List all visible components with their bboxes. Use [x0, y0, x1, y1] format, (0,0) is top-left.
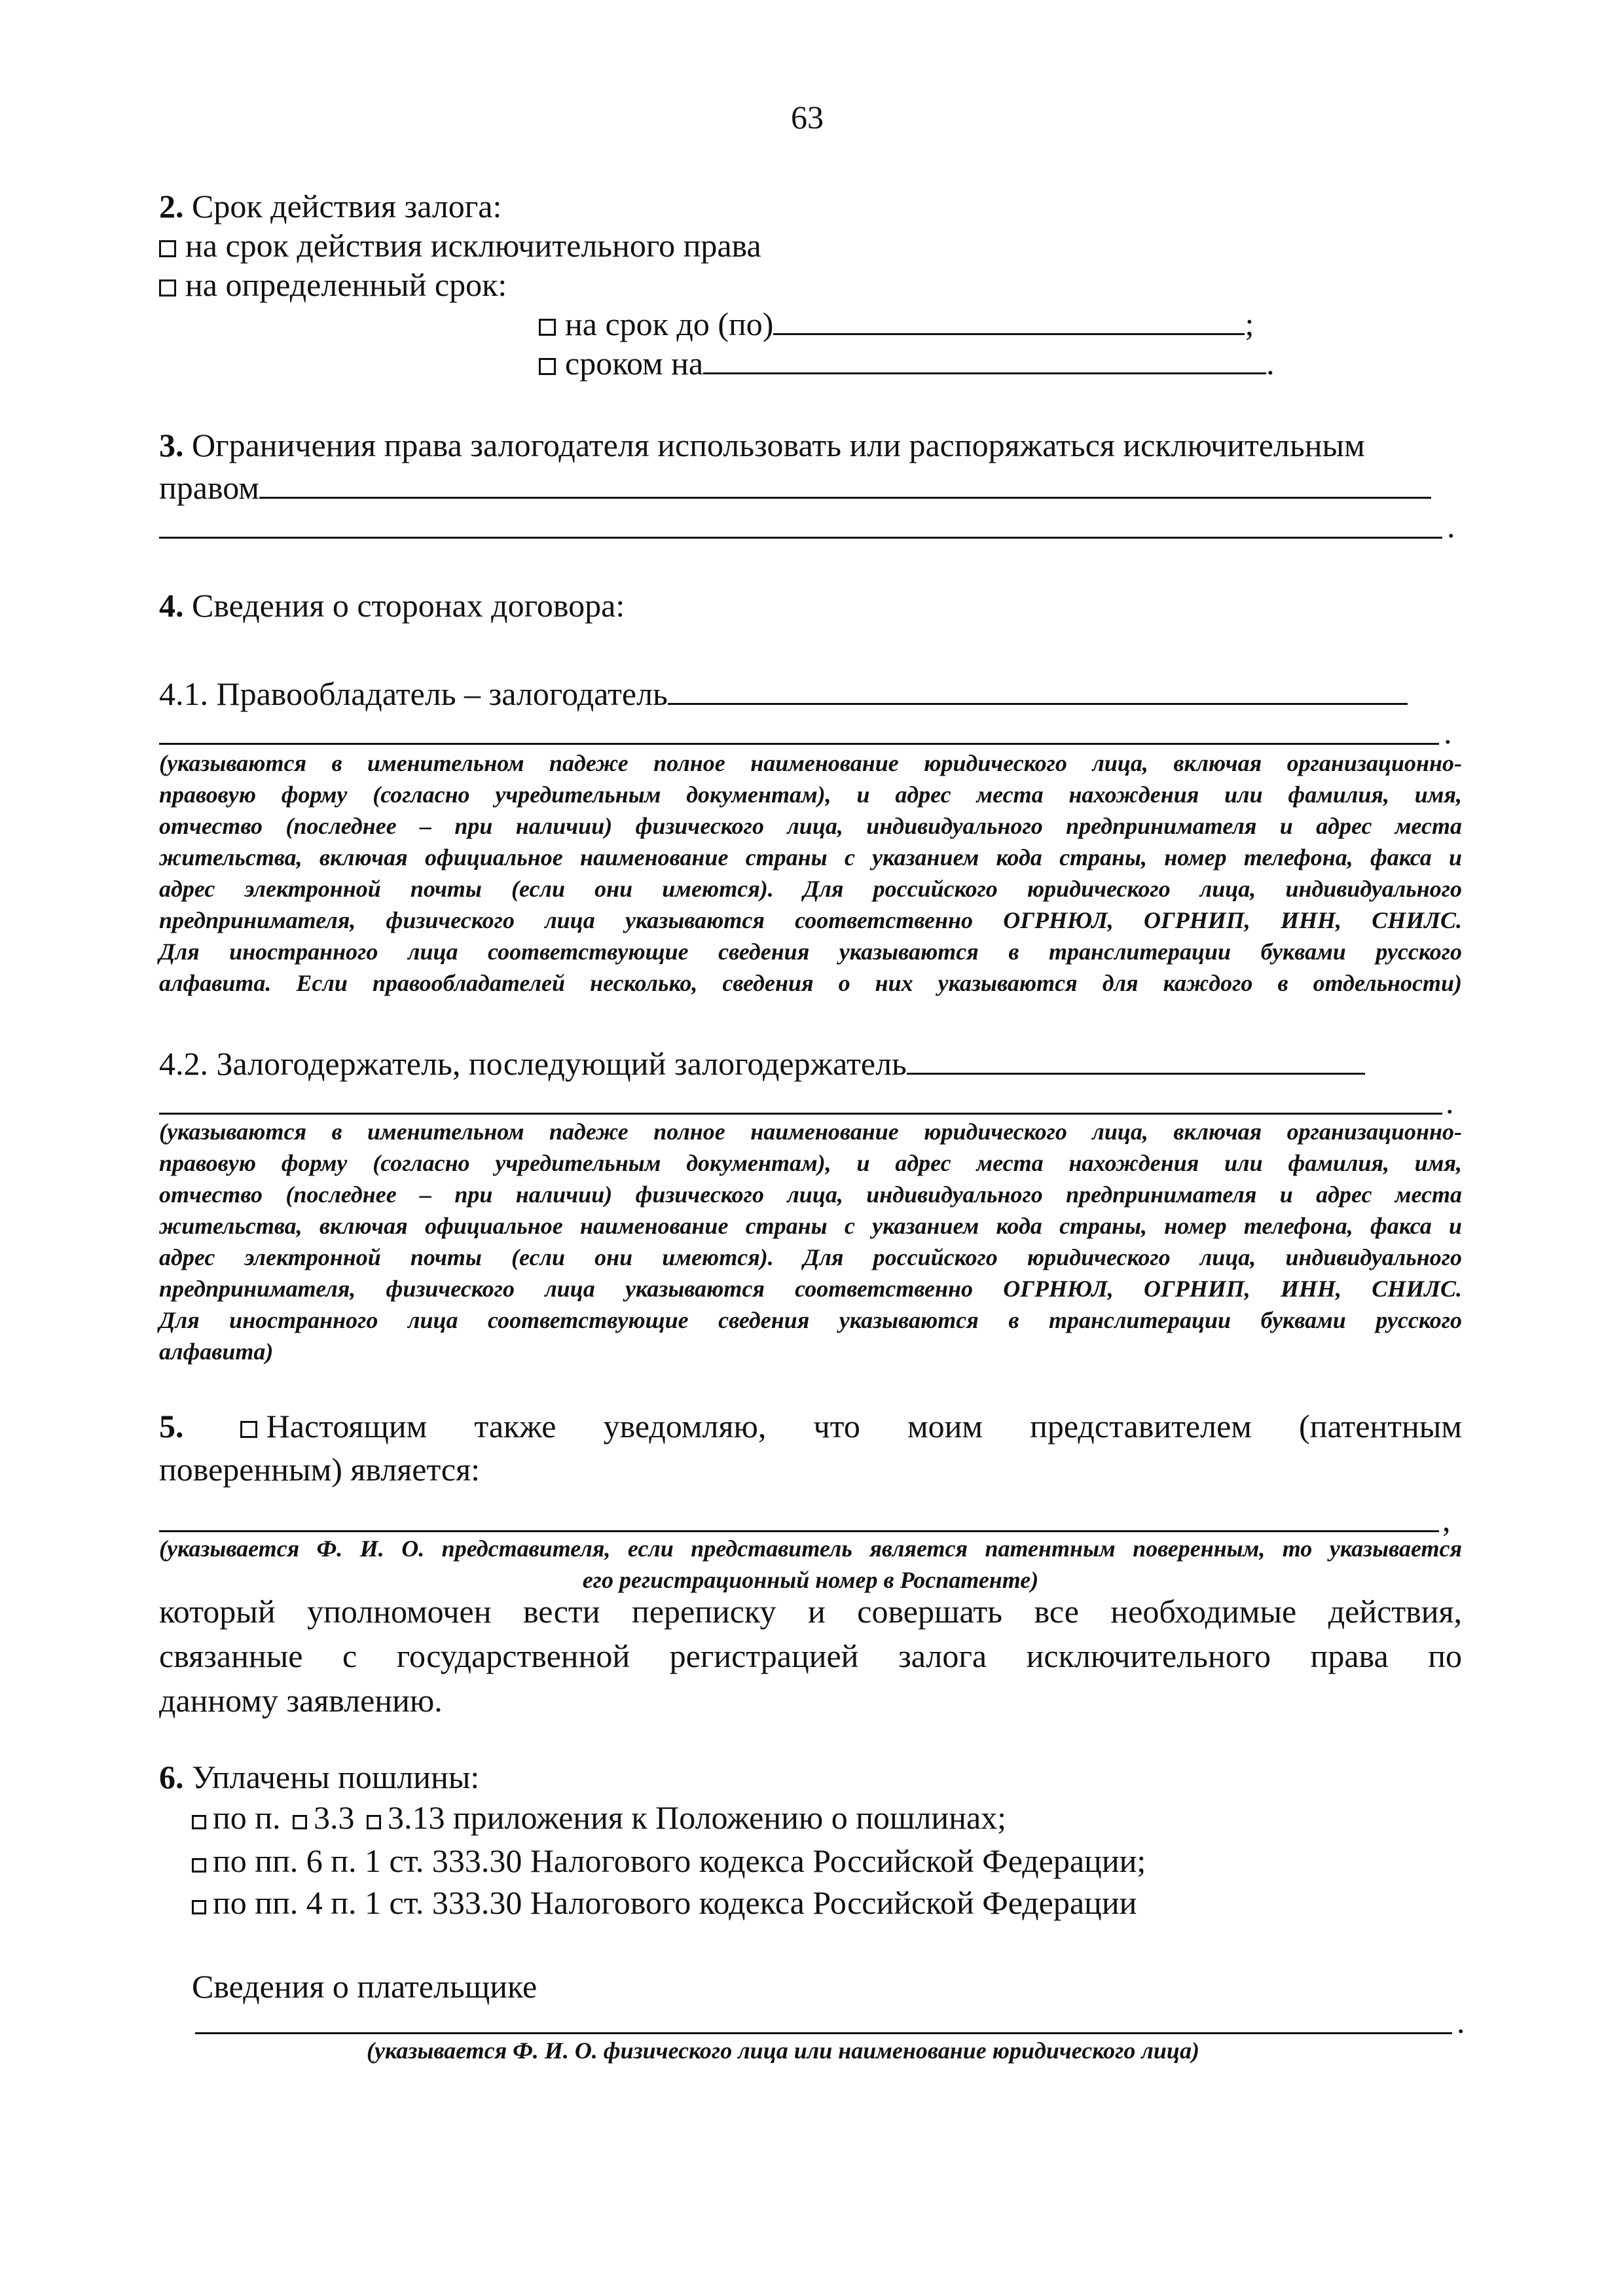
payer-field[interactable] [195, 2032, 1452, 2034]
note-4-2-line: алфавита) [159, 1338, 274, 1365]
fee-option-3-3-label: 3.3 [314, 1799, 355, 1836]
note-4-2-line: Для иностранного лица соответствующие сведения указываются в транслитерации буквами русского [159, 1307, 1462, 1333]
section-5-line1[interactable] [159, 1404, 1462, 1448]
section-3-line2[interactable] [159, 465, 1431, 511]
note-4-2-line: отчество (последнее – при наличии) физического лица, индивидуального предпринимателя и адрес места [159, 1181, 1462, 1208]
section-4-2-end: . [1446, 1084, 1454, 1121]
section-6-number: 6. [159, 1759, 184, 1795]
checkbox-exclusive-term[interactable] [159, 240, 176, 257]
section-6-option-1[interactable] [192, 1795, 1006, 1840]
term-until-end: ; [1245, 306, 1254, 342]
section-6-title [159, 1754, 479, 1800]
section-5-body-line: данному заявлению. [159, 1682, 443, 1719]
note-5-line: его регистрационный номер в Роспатенте) [582, 1567, 1039, 1593]
note-4-2-line: предпринимателя, физического лица указываются соответственно ОГРНЮЛ, ОГРНИП, ИНН, СНИЛС. [159, 1276, 1462, 1302]
note-4-1-line: (указываются в именительном падеже полное наименование юридического лица, включая организационно- [159, 750, 1462, 776]
suboption-until-label: на срок до (по) [565, 306, 774, 342]
fee-option-tax-6-label: по пп. 6 п. 1 ст. 333.30 Налогового кодекса Российской Федерации; [213, 1842, 1146, 1879]
note-4-2-line: адрес электронной почты (если они имеются). Для российского юридического лица, индивидуального [159, 1244, 1462, 1270]
option-fixed-term-label: на определенный срок: [185, 266, 507, 303]
note-4-2-line: (указываются в именительном падеже полное наименование юридического лица, включая организационно- [159, 1119, 1462, 1145]
section-5-comma: , [1442, 1501, 1451, 1538]
pledgee-field-2[interactable] [159, 1113, 1442, 1115]
restrictions-field-2[interactable] [159, 537, 1442, 539]
fee-option-1-prefix: по п. [213, 1799, 281, 1836]
checkbox-fee-tax-4[interactable] [192, 1900, 206, 1914]
section-6-option-2[interactable] [192, 1838, 1146, 1884]
section-5-text: Настоящим также уведомляю, что моим представителем (патентным [266, 1408, 1463, 1444]
section-3-number: 3. [159, 427, 184, 463]
section-4-1-note [159, 747, 1462, 999]
checkbox-fee-3-3[interactable] [293, 1815, 307, 1829]
checkbox-fixed-term[interactable] [159, 279, 176, 296]
section-3-text: Ограничения права залогодателя использовать или распоряжаться исключительным [192, 427, 1365, 463]
note-5-line: (указывается Ф. И. О. представителя, если представитель является патентным поверенным, то указывается [159, 1535, 1462, 1562]
section-5-body-line: связанные с государственной регистрацией залога исключительного права по [159, 1638, 1462, 1674]
checkbox-term-duration[interactable] [539, 358, 556, 375]
section-4-title-text: Сведения о сторонах договора: [192, 587, 625, 624]
section-5-body-line: который уполномочен вести переписку и совершать все необходимые действия, [159, 1593, 1462, 1630]
note-4-1-line: жительства, включая официальное наименование страны с указанием кода страны, номер телефона, факса и [159, 844, 1462, 870]
section-4-number: 4. [159, 587, 184, 624]
term-duration-end: . [1266, 345, 1275, 382]
option-exclusive-term-label: на срок действия исключительного права [185, 227, 761, 264]
section-3-end: . [1447, 508, 1455, 545]
pledgor-field-2[interactable] [159, 743, 1439, 745]
section-5-body [159, 1589, 1462, 1723]
representative-field[interactable] [159, 1530, 1439, 1532]
section-4-1-row[interactable] [159, 671, 1408, 717]
section-3-label-pravom: правом [159, 469, 259, 506]
checkbox-fee-paragraph[interactable] [192, 1815, 206, 1829]
section-4-2-label: 4.2. Залогодержатель, последующий залогодержатель [159, 1045, 907, 1082]
pledgee-field-1[interactable] [907, 1047, 1365, 1075]
payer-note: (указывается Ф. И. О. физического лица или наименование юридического лица) [367, 2037, 1199, 2064]
note-4-1-line: алфавита. Если правообладателей несколько, сведения о них указываются для каждого в отдельности) [159, 970, 1462, 996]
fee-option-tax-4-label: по пп. 4 п. 1 ст. 333.30 Налогового кодекса Российской Федерации [213, 1884, 1137, 1921]
restrictions-field-1[interactable] [259, 471, 1431, 499]
pledgor-field-1[interactable] [668, 677, 1408, 705]
section-5-line2: поверенным) является: [159, 1451, 480, 1488]
section-2-number: 2. [159, 188, 184, 224]
checkbox-fee-tax-6[interactable] [192, 1858, 206, 1873]
section-2-title-text: Срок действия залога: [192, 188, 502, 224]
section-6-title-text: Уплачены пошлины: [192, 1759, 480, 1795]
section-5-note [159, 1533, 1462, 1596]
payer-end: . [1457, 2003, 1465, 2040]
note-4-2-line: правовую форму (согласно учредительным документам), и адрес места нахождения или фамилия, имя, [159, 1150, 1462, 1176]
term-until-field[interactable] [773, 307, 1245, 335]
checkbox-representative[interactable] [240, 1421, 257, 1438]
checkbox-fee-3-13[interactable] [367, 1815, 381, 1829]
section-4-1-label: 4.1. Правообладатель – залогодатель [159, 675, 668, 712]
checkbox-term-until[interactable] [539, 319, 556, 336]
suboption-duration-label: сроком на [565, 345, 704, 382]
section-3-line1 [159, 422, 1365, 468]
section-2-option-fixed-term[interactable] [159, 262, 507, 308]
note-4-2-line: жительства, включая официальное наименование страны с указанием кода страны, номер телефона, факса и [159, 1213, 1462, 1239]
section-4-2-row[interactable] [159, 1041, 1365, 1086]
note-4-1-line: отчество (последнее – при наличии) физического лица, индивидуального предпринимателя и адрес места [159, 813, 1462, 839]
payer-label: Сведения о плательщике [192, 1968, 538, 2005]
section-4-1-end: . [1444, 714, 1452, 751]
note-4-1-line: адрес электронной почты (если они имеются). Для российского юридического лица, индивидуального [159, 876, 1462, 902]
term-duration-field[interactable] [703, 346, 1266, 374]
page-number: 63 [791, 99, 824, 135]
section-2-suboption-duration[interactable] [539, 340, 1275, 386]
section-6-option-3[interactable] [192, 1880, 1137, 1926]
section-5-number: 5. [159, 1408, 184, 1444]
note-4-1-line: предпринимателя, физического лица указываются соответственно ОГРНЮЛ, ОГРНИП, ИНН, СНИЛС. [159, 907, 1462, 933]
section-4-2-note [159, 1116, 1462, 1367]
section-4-title [159, 583, 625, 628]
note-4-1-line: правовую форму (согласно учредительным документам), и адрес места нахождения или фамилия, имя, [159, 781, 1462, 808]
fee-option-3-13-label: 3.13 приложения к Положению о пошлинах; [388, 1799, 1007, 1836]
note-4-1-line: Для иностранного лица соответствующие сведения указываются в транслитерации буквами русского [159, 939, 1462, 965]
